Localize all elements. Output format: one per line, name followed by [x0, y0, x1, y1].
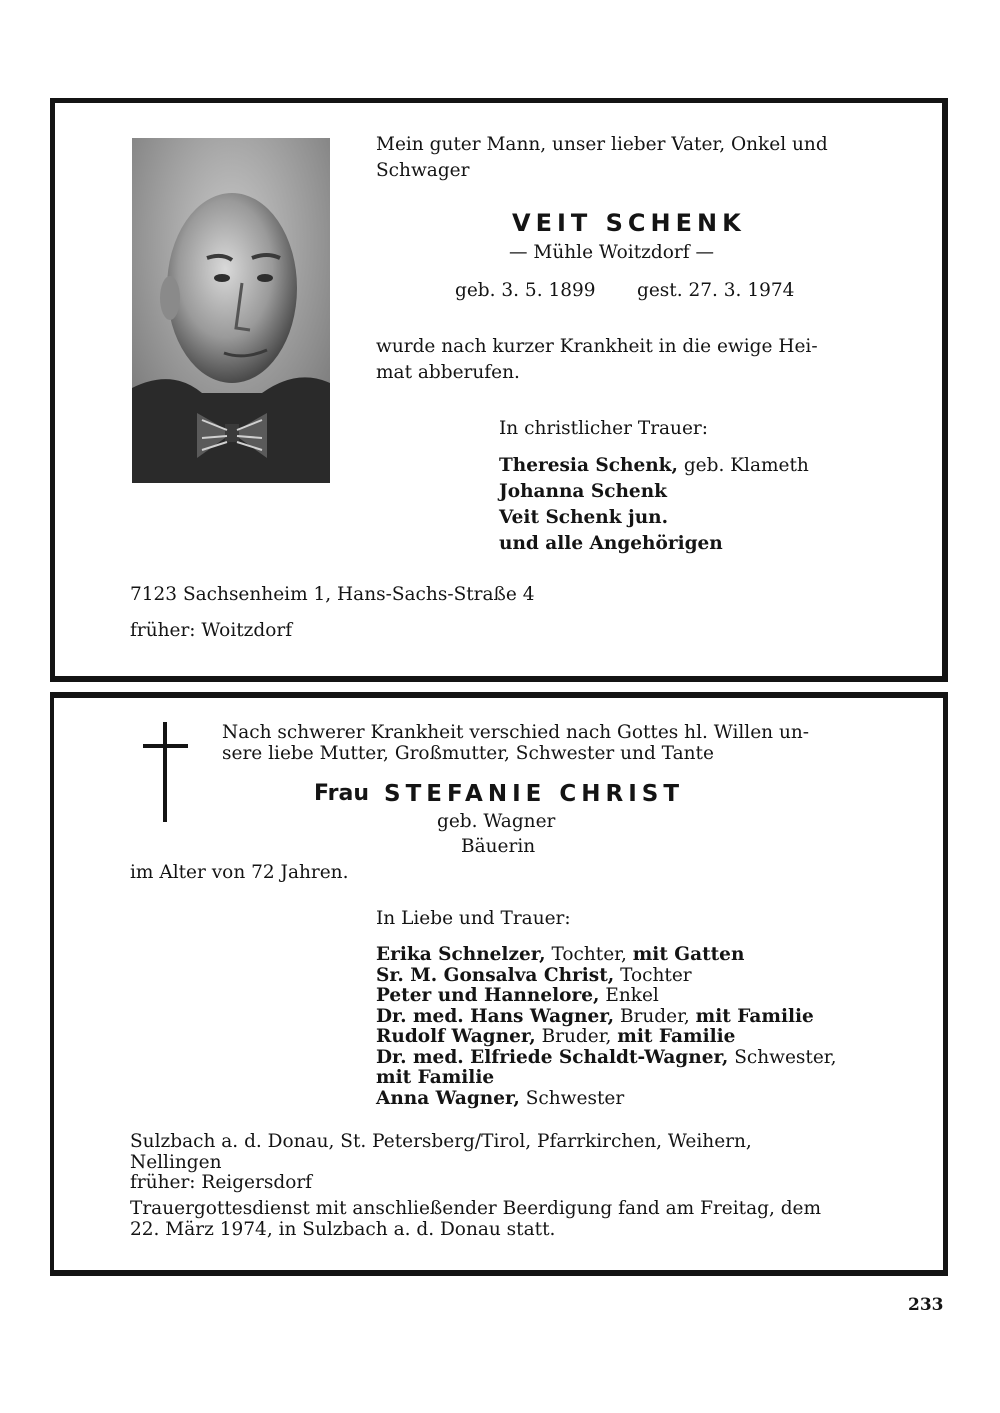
mourner2-4-relation: Bruder, — [614, 1005, 696, 1027]
mourner-4: und alle Angehörigen — [499, 533, 723, 554]
called-line-1: wurde nach kurzer Krankheit in die ewige Hei- — [376, 336, 818, 357]
mourner-2: Johanna Schenk — [499, 481, 667, 502]
mourner2-1-name: Erika Schnelzer, — [376, 944, 546, 965]
mourner2-1-with: mit Gatten — [632, 944, 745, 965]
deceased2-nee: geb. Wagner — [437, 811, 556, 832]
mourner2-8 — [376, 1089, 837, 1110]
deceased2-name: STEFANIE CHRIST — [384, 781, 685, 807]
service-line-1: Trauergottesdienst mit anschließender Beerdigung fand am Freitag, dem — [130, 1198, 822, 1219]
deceased2-age: im Alter von 72 Jahren. — [130, 862, 349, 883]
service-line-2: 22. März 1974, in Sulzbach a. d. Donau statt. — [130, 1218, 556, 1240]
mourner2-5-with: mit Familie — [617, 1026, 736, 1047]
former-residence: früher: Woitzdorf — [130, 620, 293, 641]
mourner2-4 — [376, 1007, 837, 1028]
intro-line-2: Schwager — [376, 160, 470, 181]
mourner-1 — [499, 453, 809, 479]
mourning2-heading: In Liebe und Trauer: — [376, 908, 571, 929]
deceased2-occupation: Bäuerin — [461, 836, 536, 857]
called-line-2: mat abberufen. — [376, 362, 520, 383]
places-line-3: früher: Reigersdorf — [130, 1172, 313, 1193]
mourner-1-detail: geb. Klameth — [677, 455, 809, 476]
cross-icon-bar — [143, 744, 188, 748]
mourner2-8-name: Anna Wagner, — [376, 1087, 520, 1109]
death-date: gest. 27. 3. 1974 — [637, 280, 795, 301]
deceased-place: — Mühle Woitzdorf — — [509, 242, 714, 263]
places-block — [130, 1132, 752, 1194]
mourner2-3-relation: Enkel — [599, 985, 659, 1006]
mourner2-8-relation: Schwester — [519, 1087, 625, 1109]
birth-date: geb. 3. 5. 1899 — [455, 280, 596, 301]
mourner2-5-name: Rudolf Wagner, — [376, 1026, 536, 1047]
page-number: 233 — [908, 1295, 944, 1315]
deceased2-title: Frau — [314, 781, 369, 806]
mourner2-7-with: mit Familie — [376, 1067, 495, 1088]
portrait-image — [132, 138, 330, 483]
intro2-line-2: sere liebe Mutter, Großmutter, Schwester und Tante — [222, 743, 714, 764]
mourner2-5-relation: Bruder, — [535, 1026, 618, 1047]
portrait-photo — [132, 138, 330, 483]
mourning-heading: In christlicher Trauer: — [499, 418, 709, 439]
intro2-line-1: Nach schwerer Krankheit verschied nach Gottes hl. Willen un- — [222, 722, 810, 743]
places-line-1: Sulzbach a. d. Donau, St. Petersberg/Tirol, Pfarrkirchen, Weihern, — [130, 1131, 752, 1152]
mourner-3: Veit Schenk jun. — [499, 507, 669, 528]
cross-icon — [163, 722, 167, 822]
address: 7123 Sachsenheim 1, Hans-Sachs-Straße 4 — [130, 584, 535, 605]
mourner2-7 — [376, 1068, 837, 1089]
mourner2-1-relation: Tochter, — [545, 944, 633, 965]
mourner2-6-name: Dr. med. Elfriede Schaldt-Wagner, — [376, 1046, 729, 1068]
mourner2-6 — [376, 1048, 837, 1069]
mourners2-list — [376, 945, 837, 1109]
mourner2-3-name: Peter und Hannelore, — [376, 985, 600, 1006]
service-block — [130, 1199, 821, 1240]
mourner2-1 — [376, 945, 837, 966]
mourner2-2 — [376, 966, 837, 987]
mourner2-4-name: Dr. med. Hans Wagner, — [376, 1005, 615, 1027]
mourner2-6-relation: Schwester, — [728, 1046, 837, 1068]
mourner2-2-relation: Tochter — [614, 964, 692, 986]
mourner2-2-name: Sr. M. Gonsalva Christ, — [376, 964, 615, 986]
intro-line-1: Mein guter Mann, unser lieber Vater, Onkel und — [376, 134, 828, 155]
deceased-name: VEIT SCHENK — [512, 209, 746, 237]
mourner2-3 — [376, 986, 837, 1007]
mourner2-4-with: mit Familie — [695, 1005, 814, 1027]
mourner-1-name: Theresia Schenk, — [499, 455, 678, 476]
places-line-2: Nellingen — [130, 1151, 222, 1173]
mourner2-5 — [376, 1027, 837, 1048]
